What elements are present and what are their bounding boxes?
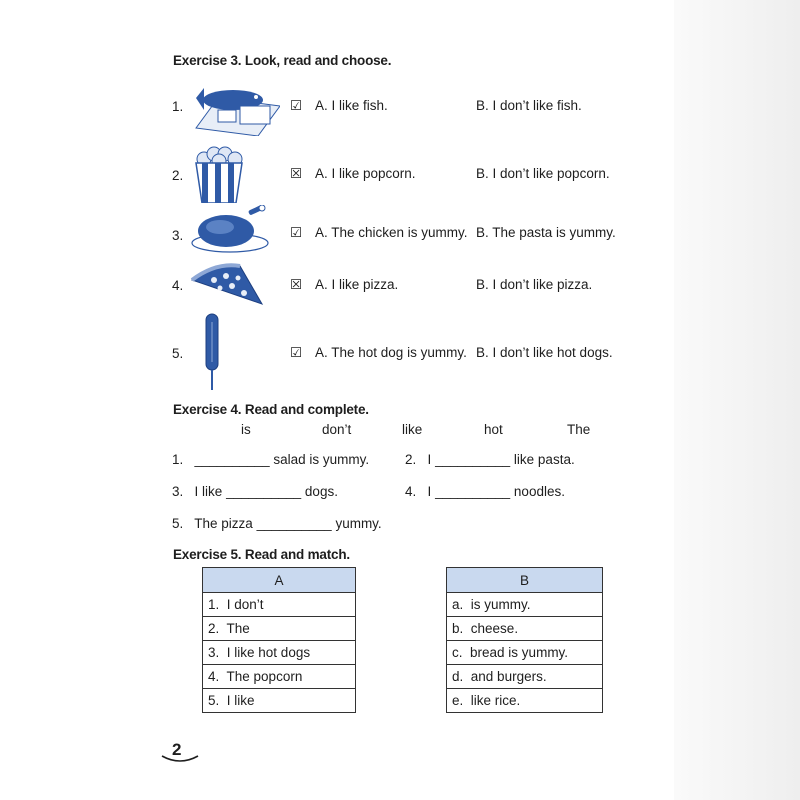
table-row[interactable]: c. bread is yummy. bbox=[447, 641, 603, 665]
word-bank-item: like bbox=[402, 422, 423, 437]
ex3-item-2-mark[interactable]: ☒ bbox=[290, 166, 303, 181]
match-table-a-header: A bbox=[203, 568, 356, 593]
ex3-item-1-number: 1. bbox=[172, 99, 184, 114]
match-table-b-header: B bbox=[447, 568, 603, 593]
ex3-item-3-option-a[interactable]: A. The chicken is yummy. bbox=[315, 225, 468, 240]
ex3-item-4-number: 4. bbox=[172, 278, 184, 293]
table-row[interactable]: 5. I like bbox=[203, 689, 356, 713]
ex4-item-4-after: noodles. bbox=[513, 484, 565, 499]
table-row[interactable]: a. is yummy. bbox=[447, 593, 603, 617]
ex4-item-5-blank[interactable]: __________ bbox=[256, 516, 332, 531]
ex4-item-1-blank[interactable]: __________ bbox=[194, 452, 270, 467]
ex3-item-1-option-b[interactable]: B. I don’t like fish. bbox=[476, 98, 582, 113]
ex3-item-3-number: 3. bbox=[172, 228, 184, 243]
ex3-item-2-number: 2. bbox=[172, 168, 184, 183]
page-edge-shadow bbox=[674, 0, 800, 800]
roast-chicken-icon bbox=[190, 205, 270, 253]
ex4-sentence-1 bbox=[172, 452, 369, 467]
ex4-item-3-blank[interactable]: __________ bbox=[226, 484, 302, 499]
ex4-sentence-4 bbox=[405, 484, 565, 499]
ex3-item-4-option-a[interactable]: A. I like pizza. bbox=[315, 277, 399, 292]
ex4-item-1-number: 1. bbox=[172, 452, 184, 467]
table-row[interactable]: 1. I don’t bbox=[203, 593, 356, 617]
ex4-sentence-5 bbox=[172, 516, 382, 531]
ex4-item-4-blank[interactable]: __________ bbox=[435, 484, 511, 499]
ex3-item-3-option-b[interactable]: B. The pasta is yummy. bbox=[476, 225, 616, 240]
page-number: 2 bbox=[172, 740, 182, 759]
table-row[interactable]: 3. I like hot dogs bbox=[203, 641, 356, 665]
table-row[interactable]: 2. The bbox=[203, 617, 356, 641]
pizza-slice-icon bbox=[188, 260, 264, 308]
ex3-item-5-option-a[interactable]: A. The hot dog is yummy. bbox=[315, 345, 467, 360]
ex4-sentence-3 bbox=[172, 484, 338, 499]
exercise-3-title: Exercise 3. Look, read and choose. bbox=[173, 53, 392, 68]
word-bank-item: don’t bbox=[322, 422, 352, 437]
corn-dog-icon bbox=[203, 312, 223, 392]
ex4-item-5-after: yummy. bbox=[335, 516, 382, 531]
table-row[interactable]: e. like rice. bbox=[447, 689, 603, 713]
match-table-b bbox=[446, 567, 603, 713]
table-row[interactable]: 4. The popcorn bbox=[203, 665, 356, 689]
word-bank-item: The bbox=[567, 422, 591, 437]
ex3-item-1-mark[interactable]: ☑ bbox=[290, 98, 303, 113]
ex4-item-3-before: I like bbox=[194, 484, 223, 499]
ex3-item-2-option-b[interactable]: B. I don’t like popcorn. bbox=[476, 166, 610, 181]
page-number-swoosh bbox=[160, 752, 200, 766]
ex3-item-5-option-b[interactable]: B. I don’t like hot dogs. bbox=[476, 345, 613, 360]
ex4-item-5-before: The pizza bbox=[194, 516, 253, 531]
word-bank-item: hot bbox=[484, 422, 503, 437]
ex4-item-2-after: like pasta. bbox=[513, 452, 575, 467]
ex4-item-5-number: 5. bbox=[172, 516, 184, 531]
ex4-item-1-after: salad is yummy. bbox=[273, 452, 370, 467]
ex3-item-5-number: 5. bbox=[172, 346, 184, 361]
ex3-item-3-mark[interactable]: ☑ bbox=[290, 225, 303, 240]
ex3-item-1-option-a[interactable]: A. I like fish. bbox=[315, 98, 388, 113]
word-bank-item: is bbox=[241, 422, 251, 437]
ex4-item-4-before: I bbox=[427, 484, 432, 499]
ex4-item-4-number: 4. bbox=[405, 484, 417, 499]
ex3-item-4-mark[interactable]: ☒ bbox=[290, 277, 303, 292]
ex4-item-3-number: 3. bbox=[172, 484, 184, 499]
ex4-item-2-number: 2. bbox=[405, 452, 417, 467]
table-row[interactable]: b. cheese. bbox=[447, 617, 603, 641]
ex3-item-2-option-a[interactable]: A. I like popcorn. bbox=[315, 166, 416, 181]
match-table-a bbox=[202, 567, 356, 713]
ex4-item-2-before: I bbox=[427, 452, 432, 467]
ex4-sentence-2 bbox=[405, 452, 575, 467]
exercise-5-title: Exercise 5. Read and match. bbox=[173, 547, 350, 562]
fish-plate-icon bbox=[188, 78, 280, 136]
ex4-item-3-after: dogs. bbox=[304, 484, 338, 499]
popcorn-icon bbox=[194, 145, 244, 203]
ex3-item-4-option-b[interactable]: B. I don’t like pizza. bbox=[476, 277, 593, 292]
ex4-item-2-blank[interactable]: __________ bbox=[435, 452, 511, 467]
exercise-4-title: Exercise 4. Read and complete. bbox=[173, 402, 369, 417]
table-row[interactable]: d. and burgers. bbox=[447, 665, 603, 689]
ex3-item-5-mark[interactable]: ☑ bbox=[290, 345, 303, 360]
